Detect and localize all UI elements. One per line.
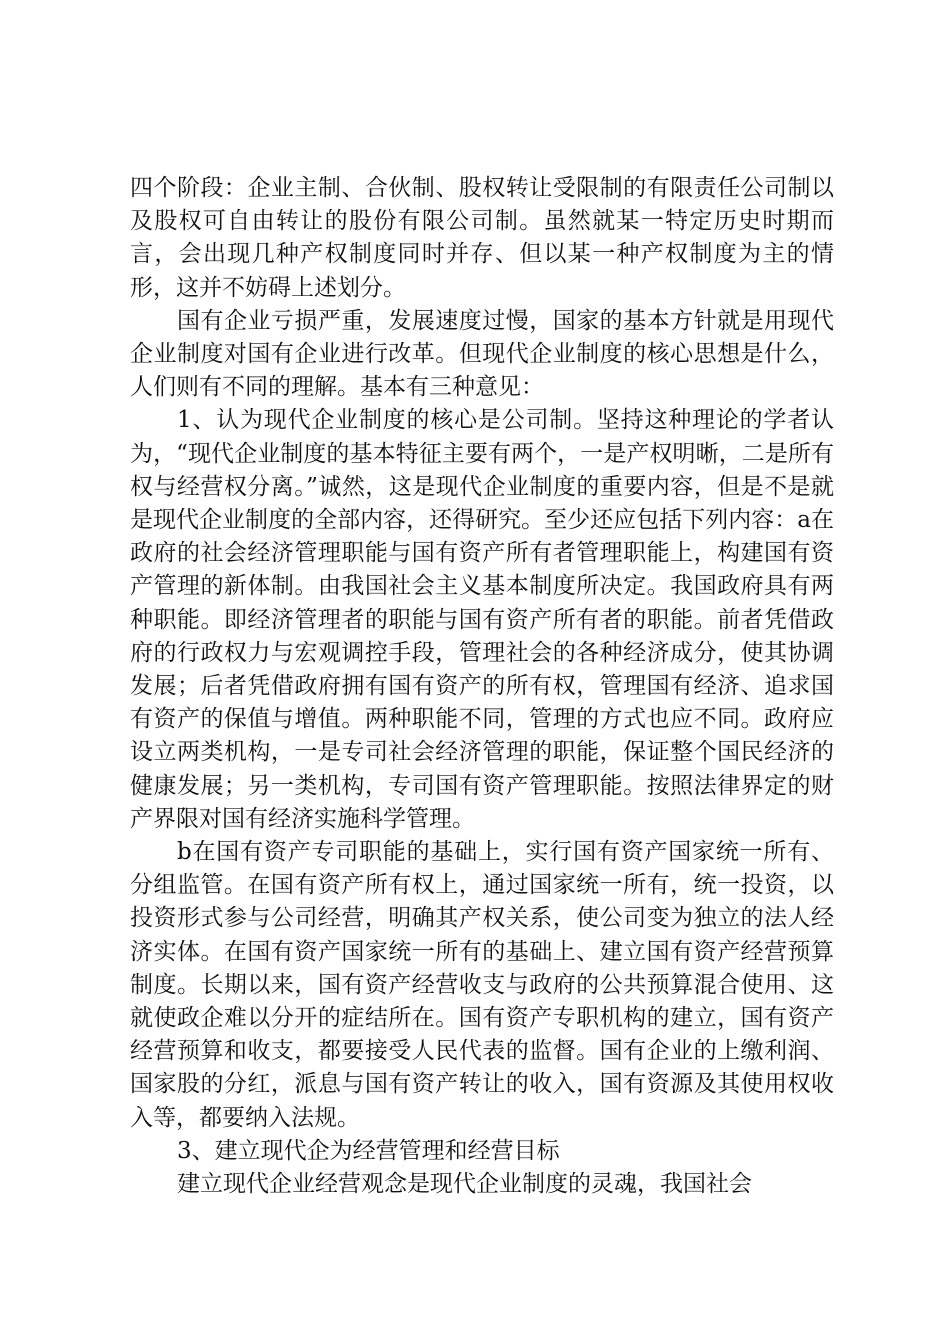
paragraph-1: 四个阶段：企业主制、合伙制、股权转让受限制的有限责任公司制以及股权可自由转让的股份有限公司制。虽然就某一特定历史时期而言，会出现几种产权制度同时并存、但以某一种产权制度为主的情形，这并不妨碍上述划分。 [130, 175, 834, 301]
paragraph-5-heading: 3、建立现代企为经营管理和经营目标 [177, 1137, 560, 1164]
document-page [130, 172, 834, 1201]
paragraph-3: 1、认为现代企业制度的核心是公司制。坚持这种理论的学者认为，“现代企业制度的基本特征主要有两个，一是产权明晰，二是所有权与经营权分离。”诚然，这是现代企业制度的重要内容，但是不是就是现代企业制度的全部内容，还得研究。至少还应包括下列内容：a在政府的社会经济管理职能与国有资产所有者管理职能上，构建国有资产管理的新体制。由我国社会主义基本制度所决定。我国政府具有两种职能。即经济管理者的职能与国有资产所有者的职能。前者凭借政府的行政权力与宏观调控手段，管理社会的各种经济成分，使其协调发展；后者凭借政府拥有国有资产的所有权，管理国有经济、追求国有资产的保值与增值。两种职能不同，管理的方式也应不同。政府应设立两类机构，一是专司社会经济管理的职能，保证整个国民经济的健康发展；另一类机构，专司国有资产管理职能。按照法律界定的财产界限对国有经济实施科学管理。 [130, 407, 834, 832]
paragraph-2: 国有企业亏损严重，发展速度过慢，国家的基本方针就是用现代企业制度对国有企业进行改革。但现代企业制度的核心思想是什么，人们则有不同的理解。基本有三种意见： [130, 307, 834, 401]
paragraph-6: 建立现代企业经营观念是现代企业制度的灵魂，我国社会 [177, 1171, 752, 1198]
paragraph-4: b在国有资产专司职能的基础上，实行国有资产国家统一所有、分组监管。在国有资产所有权上，通过国家统一所有，统一投资，以投资形式参与公司经营，明确其产权关系，使公司变为独立的法人经济实体。在国有资产国家统一所有的基础上、建立国有资产经营预算制度。长期以来，国有资产经营收支与政府的公共预算混合使用、这就使政企难以分开的症结所在。国有资产专职机构的建立，国有资产经营预算和收支，都要接受人民代表的监督。国有企业的上缴利润、国家股的分红，派息与国有资产转让的收入，国有资源及其使用权收入等，都要纳入法规。 [130, 839, 834, 1131]
